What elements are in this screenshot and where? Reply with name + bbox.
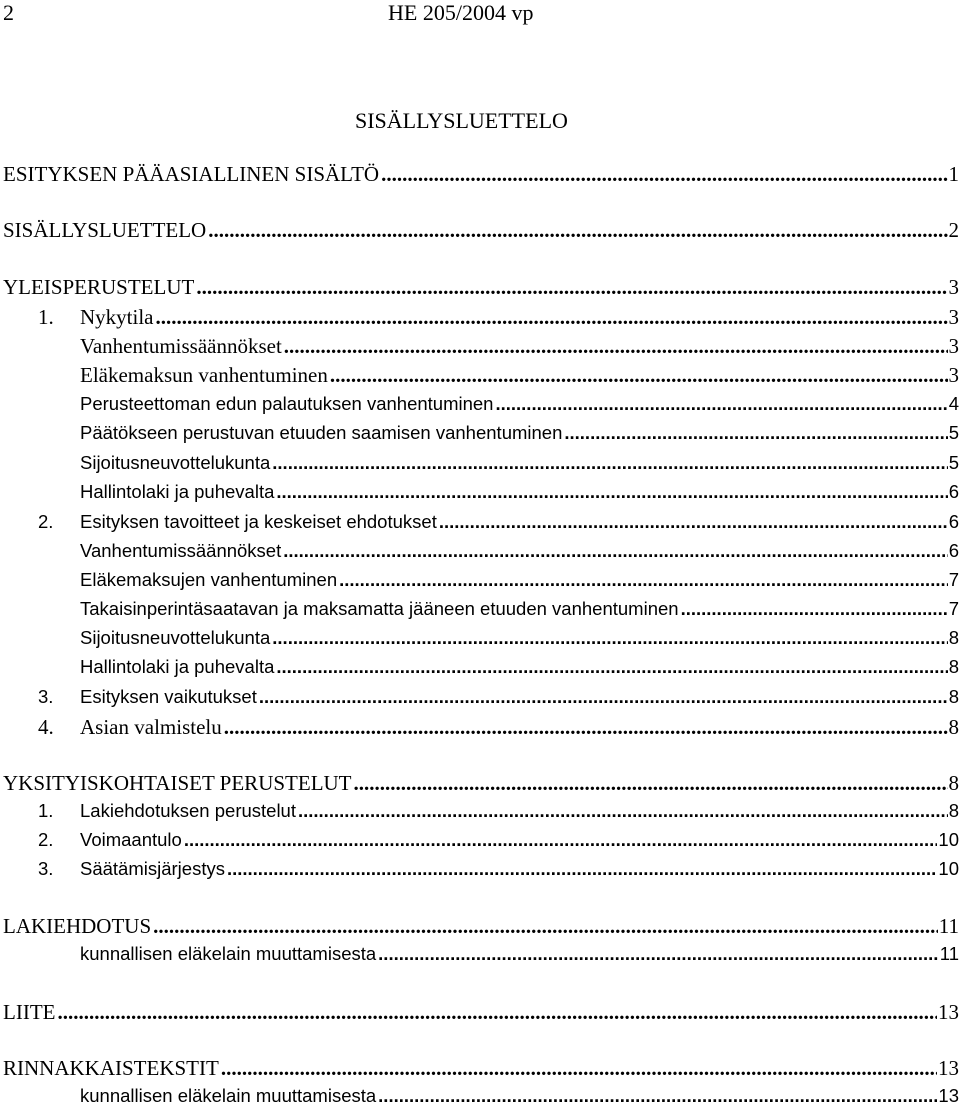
- dot-leader: [272, 452, 947, 474]
- dot-leader: [378, 943, 939, 965]
- toc-entry: [0, 800, 959, 828]
- toc-entry-page: 7: [948, 598, 959, 619]
- dot-leader: [276, 481, 947, 503]
- toc-entry-label: kunnallisen eläkelain muuttamisesta: [80, 943, 377, 964]
- dot-leader: [153, 914, 938, 939]
- toc-entry-label: SISÄLLYSLUETTELO: [3, 218, 207, 242]
- toc-entry: [0, 218, 959, 246]
- toc-entry-page: 1: [948, 162, 959, 186]
- toc-entry: [0, 569, 959, 597]
- toc-entry-number: 1.: [38, 305, 54, 329]
- toc-entry-label: Vanhentumissäännökset: [80, 334, 282, 358]
- dot-leader: [339, 569, 948, 591]
- toc-entry-page: 8: [948, 800, 959, 821]
- toc-entry-page: 3: [948, 275, 959, 299]
- toc-entry-label: YLEISPERUSTELUT: [3, 275, 195, 299]
- dot-leader: [439, 511, 948, 533]
- toc-entry-label: Sijoitusneuvottelukunta: [80, 452, 271, 473]
- toc-entry-label: Eläkemaksujen vanhentuminen: [80, 569, 338, 590]
- toc-entry-page: 3: [948, 334, 959, 358]
- toc-entry-page: 8: [948, 715, 959, 739]
- toc-entry-label: LIITE: [3, 1000, 56, 1024]
- toc-entry: [0, 363, 959, 391]
- toc-entry: [0, 305, 959, 333]
- toc-entry-label: Päätökseen perustuvan etuuden saamisen vanhentuminen: [80, 422, 563, 443]
- toc-entry: [0, 829, 959, 857]
- toc-entry-page: 8: [948, 656, 959, 677]
- toc-entry-page: 5: [948, 422, 959, 443]
- dot-leader: [298, 800, 948, 822]
- toc-entry-number: 2.: [38, 511, 54, 532]
- toc-entry: [0, 858, 959, 886]
- dot-leader: [196, 275, 947, 300]
- toc-entry: [0, 481, 959, 509]
- toc-entry-page: 10: [938, 829, 959, 850]
- toc-entry: [0, 914, 959, 942]
- document-id: HE 205/2004 vp: [388, 0, 534, 25]
- toc-entry-page: 6: [948, 540, 959, 561]
- toc-entry-page: 6: [948, 511, 959, 532]
- toc-entry-label: Asian valmistelu: [80, 715, 222, 739]
- toc-entry: [0, 598, 959, 626]
- toc-entry: [0, 511, 959, 539]
- dot-leader: [224, 715, 948, 740]
- toc-entry-label: Voimaantulo: [80, 829, 182, 850]
- dot-leader: [330, 363, 948, 388]
- toc-entry: [0, 715, 959, 743]
- toc-entry-label: Sijoitusneuvottelukunta: [80, 627, 271, 648]
- toc-entry: [0, 771, 959, 799]
- toc-entry-number: 1.: [38, 800, 54, 821]
- dot-leader: [221, 1056, 937, 1081]
- toc-entry-page: 8: [948, 627, 959, 648]
- toc-entry-page: 13: [938, 1056, 959, 1080]
- toc-entry-page: 7: [948, 569, 959, 590]
- toc-entry-label: RINNAKKAISTEKSTIT: [3, 1056, 219, 1080]
- toc-entry-label: Nykytila: [80, 305, 154, 329]
- toc-entry: [0, 656, 959, 684]
- toc-entry: [0, 452, 959, 480]
- toc-entry: [0, 422, 959, 450]
- toc-entry-label: ESITYKSEN PÄÄASIALLINEN SISÄLTÖ: [3, 162, 380, 186]
- toc-entry-label: Perusteettoman edun palautuksen vanhentuminen: [80, 393, 494, 414]
- page-number: 2: [3, 0, 14, 25]
- toc-entry-label: Vanhentumissäännökset: [80, 540, 282, 561]
- toc-entry-number: 4.: [38, 715, 54, 739]
- toc-entry-label: Esityksen tavoitteet ja keskeiset ehdotukset: [80, 511, 437, 532]
- toc-entry-page: 4: [948, 393, 959, 414]
- toc-entry-page: 11: [938, 914, 959, 938]
- toc-entry-page: 5: [948, 452, 959, 473]
- dot-leader: [156, 305, 948, 330]
- dot-leader: [227, 858, 937, 880]
- toc-entry-label: LAKIEHDOTUS: [3, 914, 152, 938]
- toc-entry-page: 10: [938, 858, 959, 879]
- toc-entry-page: 11: [939, 943, 959, 964]
- toc-entry-number: 2.: [38, 829, 54, 850]
- toc-entry: [0, 393, 959, 421]
- toc-entry-label: Säätämisjärjestys: [80, 858, 225, 879]
- toc-entry: [0, 1056, 959, 1084]
- toc-entry-label: kunnallisen eläkelain muuttamisesta: [80, 1085, 377, 1106]
- dot-leader: [208, 218, 947, 243]
- toc-entry-number: 3.: [38, 686, 54, 707]
- toc-entry: [0, 686, 959, 714]
- page-header: [0, 0, 960, 30]
- toc-entry-label: Lakiehdotuksen perustelut: [80, 800, 296, 821]
- toc-entry: [0, 943, 959, 971]
- dot-leader: [259, 686, 948, 708]
- toc-entry-label: Esityksen vaikutukset: [80, 686, 257, 707]
- toc-entry-page: 2: [948, 218, 959, 242]
- toc-entry-page: 8: [948, 771, 959, 795]
- toc-entry-page: 13: [938, 1000, 959, 1024]
- toc-entry-label: Eläkemaksun vanhentuminen: [80, 363, 328, 387]
- toc-entry-page: 3: [948, 305, 959, 329]
- dot-leader: [354, 771, 948, 796]
- toc-entry: [0, 1085, 959, 1113]
- toc-entry: [0, 275, 959, 303]
- toc-entry-label: Hallintolaki ja puhevalta: [80, 656, 275, 677]
- toc-entry: [0, 627, 959, 655]
- toc-entry-label: YKSITYISKOHTAISET PERUSTELUT: [3, 771, 352, 795]
- toc-entry: [0, 540, 959, 568]
- dot-leader: [495, 393, 947, 415]
- dot-leader: [284, 334, 948, 359]
- toc-entry-number: 3.: [38, 858, 54, 879]
- dot-leader: [564, 422, 947, 444]
- toc-entry: [0, 162, 959, 190]
- toc-entry-label: Takaisinperintäsaatavan ja maksamatta jääneen etuuden vanhentuminen: [80, 598, 679, 619]
- dot-leader: [378, 1085, 937, 1107]
- toc-entry-label: Hallintolaki ja puhevalta: [80, 481, 275, 502]
- dot-leader: [283, 540, 947, 562]
- toc-entry-page: 13: [938, 1085, 959, 1106]
- dot-leader: [272, 627, 947, 649]
- dot-leader: [57, 1000, 937, 1025]
- dot-leader: [184, 829, 938, 851]
- dot-leader: [276, 656, 947, 678]
- toc-entry-page: 3: [948, 363, 959, 387]
- toc-entry: [0, 334, 959, 362]
- dot-leader: [381, 162, 947, 187]
- toc-entry-page: 6: [948, 481, 959, 502]
- toc-title: SISÄLLYSLUETTELO: [355, 108, 568, 133]
- dot-leader: [681, 598, 948, 620]
- toc-entry-page: 8: [948, 686, 959, 707]
- toc-entry: [0, 1000, 959, 1028]
